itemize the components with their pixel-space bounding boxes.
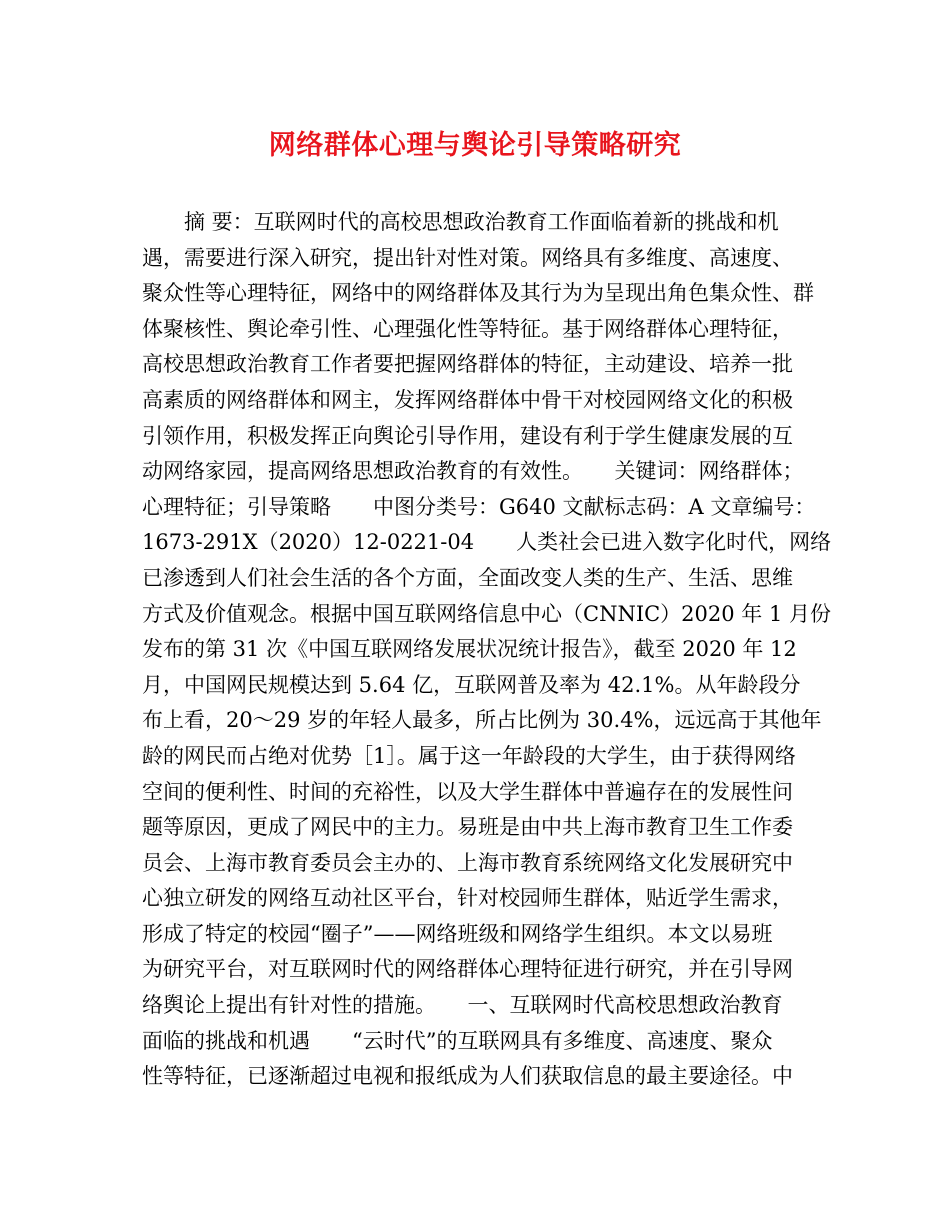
body-line: 月，中国网民规模达到 5.64 亿，互联网普及率为 42.1%。从年龄段分 <box>142 672 801 697</box>
body-line: 面临的挑战和机遇 “云时代”的互联网具有多维度、高速度、聚众 <box>142 1028 773 1053</box>
body-line: 心独立研发的网络互动社区平台，针对校园师生群体，贴近学生需求， <box>142 886 793 911</box>
body-line: 员会、上海市教育委员会主办的、上海市教育系统网络文化发展研究中 <box>142 850 793 875</box>
document-body <box>142 205 832 1095</box>
body-line: 空间的便利性、时间的充裕性，以及大学生群体中普遍存在的发展性问 <box>142 779 793 804</box>
body-line: 发布的第 31 次《中国互联网络发展状况统计报告》，截至 2020 年 12 <box>142 637 797 662</box>
body-line: 引领作用，积极发挥正向舆论引导作用，建设有利于学生健康发展的互 <box>142 423 793 448</box>
body-line: 摘 要：互联网时代的高校思想政治教育工作面临着新的挑战和机 <box>184 210 779 234</box>
body-line: 动网络家园，提高网络思想政治教育的有效性。 关键词：网络群体； <box>142 459 804 484</box>
body-line: 遇，需要进行深入研究，提出针对性对策。网络具有多维度、高速度、 <box>142 245 793 270</box>
body-line: 形成了特定的校园“圈子”——网络班级和网络学生组织。本文以易班 <box>142 921 773 946</box>
body-line: 龄的网民而占绝对优势［1］。属于这一年龄段的大学生，由于获得网络 <box>142 743 796 768</box>
document-title: 网络群体心理与舆论引导策略研究 <box>268 130 682 161</box>
body-line: 方式及价值观念。根据中国互联网络信息中心（CNNIC）2020 年 1 月份 <box>142 601 832 626</box>
body-line: 高校思想政治教育工作者要把握网络群体的特征，主动建设、培养一批 <box>142 352 793 377</box>
body-line: 为研究平台，对互联网时代的网络群体心理特征进行研究，并在引导网 <box>142 957 793 982</box>
body-line: 题等原因，更成了网民中的主力。易班是由中共上海市教育卫生工作委 <box>142 815 793 840</box>
body-line: 体聚核性、舆论牵引性、心理强化性等特征。基于网络群体心理特征， <box>142 316 793 341</box>
body-line: 已渗透到人们社会生活的各个方面，全面改变人类的生产、生活、思维 <box>142 565 793 590</box>
body-line: 聚众性等心理特征，网络中的网络群体及其行为为呈现出角色集众性、群 <box>142 281 814 306</box>
body-line: 性等特征，已逐渐超过电视和报纸成为人们获取信息的最主要途径。中 <box>142 1064 793 1089</box>
body-line: 心理特征；引导策略 中图分类号：G640 文献标志码：A 文章编号： <box>142 494 816 519</box>
body-line: 布上看，20～29 岁的年轻人最多，所占比例为 30.4%，远远高于其他年 <box>142 708 822 733</box>
body-line: 高素质的网络群体和网主，发挥网络群体中骨干对校园网络文化的积极 <box>142 387 793 412</box>
body-line: 络舆论上提出有针对性的措施。 一、互联网时代高校思想政治教育 <box>142 993 783 1018</box>
body-line: 1673-291X（2020）12-0221-04 人类社会已进入数字化时代，网络 <box>142 530 832 555</box>
